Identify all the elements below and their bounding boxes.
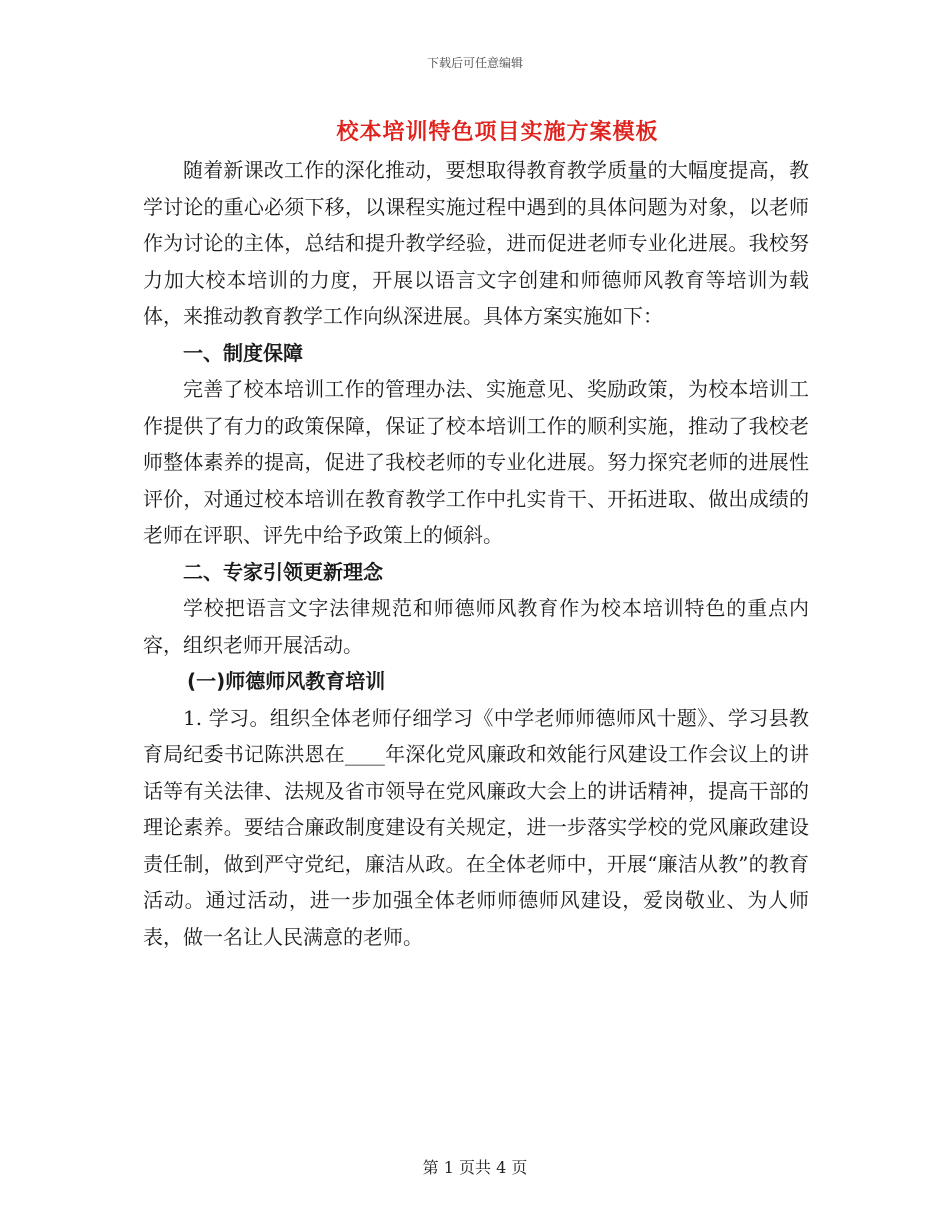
section-2-paragraph: 学校把语言文字法律规范和师德师风教育作为校本培训特色的重点内容，组织老师开展活动。 — [143, 596, 809, 657]
page-number-footer: 第 1 页共 4 页 — [422, 1158, 528, 1177]
intro-paragraph: 随着新课改工作的深化推动，要想取得教育教学质量的大幅度提高，教学讨论的重心必须下移，以课程实施过程中遇到的具体问题为对象，以老师作为讨论的主体，总结和提升教学经验，进而促进老师专业化进展。我校努力加大校本培训的力度，开展以语言文字创建和师德师风教育等培训为载体，来推动教育教学工作向纵深进展。具体方案实施如下： — [143, 158, 809, 328]
subsection-1-heading: (一)师德师风教育培训 — [187, 669, 386, 693]
page-header-note: 下载后可任意编辑 — [426, 56, 523, 70]
section-1-heading: 一、制度保障 — [183, 340, 303, 365]
document-title: 校本培训特色项目实施方案模板 — [336, 119, 659, 145]
section-1-paragraph: 完善了校本培训工作的管理办法、实施意见、奖励政策，为校本培训工作提供了有力的政策保障，保证了校本培训工作的顺利实施，推动了我校老师整体素养的提高，促进了我校老师的专业化进展。努力探究老师的进展性评价，对通过校本培训在教育教学工作中扎实肯干、开拓进取、做出成绩的老师在评职、评先中给予政策上的倾斜。 — [143, 377, 809, 547]
document-body — [143, 152, 809, 955]
item-1-paragraph: 1. 学习。组织全体老师仔细学习《中学老师师德师风十题》、学习县教育局纪委书记陈洪恩在____年深化党风廉政和效能行风建设工作会议上的讲话等有关法律、法规及省市领导在党风廉政大会上的讲话精神，提高干部的理论素养。要结合廉政制度建设有关规定，进一步落实学校的党风廉政建设责任制，做到严守党纪，廉洁从政。在全体老师中，开展“廉洁从教”的教育活动。通过活动，进一步加强全体老师师德师风建设，爱岗敬业、为人师表，做一名让人民满意的老师。 — [143, 705, 809, 949]
section-2-heading: 二、专家引领更新理念 — [183, 559, 383, 584]
